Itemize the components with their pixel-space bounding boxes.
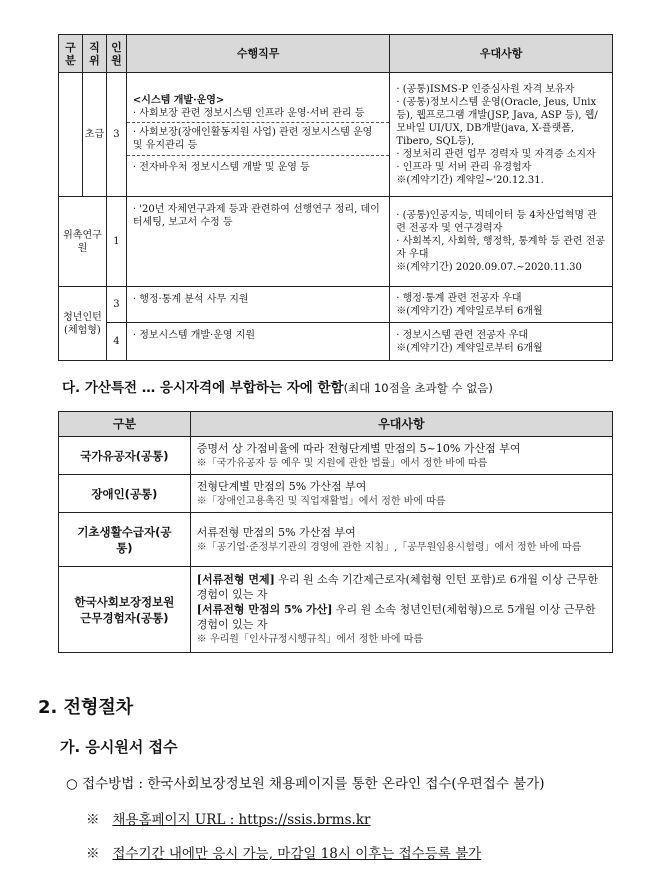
duty-title: <시스템 개발·운영> [132,94,225,106]
pref-line: · 행정·통계 관련 전공자 우대 [396,292,522,304]
duty-line: · 사회보장 관련 정보시스템 인프라 운영·서버 관리 등 [132,107,365,119]
pref-line: 우리 원 소속 청년인턴(체험형)으로 5개월 이상 근무한 경험이 있는 자 [196,603,596,631]
pref-line: 우리 원 소속 기간제근로자(체험형 인턴 포함)로 6개월 이상 근무한 경험이 있는 자 [196,573,599,601]
header-category: 구분 [59,412,191,437]
table-row [59,513,613,567]
pref-bold: [서류전형 만점의 5% 가산] [196,603,333,616]
pref-note: ※「장애인고용촉진 및 직업재활법」에서 정한 바에 따름 [196,495,446,507]
pref-line: · 사회복지, 사회학, 행정학, 통계학 등 관련 전공자 우대 [396,236,606,260]
position-table-lower [58,196,613,361]
table-row [59,437,613,475]
recruit-url-link[interactable]: 채용홈페이지 URL : https://ssis.brms.kr [112,812,371,828]
pref-line: · 정보시스템 관련 전공자 우대 [396,329,529,341]
pref-line: ※(계약기간) 계약일로부터 6개월 [396,305,543,317]
header-pref: 우대사항 [390,35,613,73]
header-pref: 우대사항 [190,412,612,437]
table-row [59,475,613,513]
row-category: 위촉연구원 [59,197,107,287]
row-category: 장애인(공통) [59,475,191,513]
duty-line: · 사회보장(장애인활동지원 사업) 관련 정보시스템 운영 및 유지관리 등 [127,122,389,155]
pref-line: · (공통)ISMS-P 인증심사원 자격 보유자 [396,83,575,95]
table-row [59,323,613,361]
section-bonus-title: 다. 가산특전 … 응시자격에 부합하는 자에 한함(최대 10점을 초과할 수 없음) [62,380,493,396]
table-row [59,197,613,287]
duty-line: · 행정·통계 분석 사무 지원 [126,287,389,323]
table-row [59,287,613,323]
pref-line: 전형단계별 만점의 5% 가산점 부여 [196,479,367,493]
position-table [58,34,613,197]
header-gubun: 구분 [59,35,83,73]
apply-period-note: 접수기간 내에만 응시 가능, 마감일 18시 이후는 접수등록 불가 [112,846,482,862]
row-category: 국가유공자(공통) [59,437,191,475]
subsection-title: 가. 응시원서 접수 [60,738,178,756]
pref-line: ※(계약기간) 계약일로부터 6개월 [396,342,543,354]
pref-line: 증명서 상 가점비율에 따라 전형단계별 만점의 5~10% 가산점 부여 [196,441,521,455]
row-count: 3 [106,73,126,197]
pref-line: · (공통)정보시스템 운영(Oracle, Jeus, Unix 등), 웹프로그램 개발(JSP, Java, ASP 등), 웹/모바일 UI/UX, DB개발(java, X-플랫폼, Tibero, SQL등), [396,96,598,147]
table-row [59,567,613,653]
pref-line: ※(계약기간) 2020.09.07.~2020.11.30 [396,262,582,273]
duty-line: · 전자바우처 정보시스템 개발 및 운영 등 [127,155,389,179]
pref-line: · 정보처리 관련 업무 경력자 및 자격증 소지자 [396,148,596,160]
bonus-table [58,411,613,653]
note-mark: ※ [86,846,100,862]
row-category: 한국사회보장정보원 근무경험자(공통) [59,567,191,653]
row-count: 1 [106,197,126,287]
note-mark: ※ [86,812,100,828]
table-row [59,73,613,197]
row-category: 청년인턴(체험형) [59,287,107,361]
apply-method: ○ 접수방법 : 한국사회보장정보원 채용페이지를 통한 온라인 접수(우편접수 불가) [66,776,545,792]
header-duty: 수행직무 [126,35,389,73]
section-bonus-note: (최대 10점을 초과할 수 없음) [343,381,493,395]
pref-note: ※ 우리원「인사규정시행규칙」에서 정한 바에 따름 [196,634,424,645]
pref-line: · (공통)인공지능, 빅데이터 등 4차산업혁명 관련 전공자 및 연구경력자 [396,210,597,234]
row-category: 기초생활수급자(공통) [59,513,191,567]
pref-note: ※「공기업·준정부기관의 경영에 관한 지침」,「공무원임용시험령」에서 정한 바에 따름 [196,541,582,553]
row-count: 3 [106,287,126,323]
pref-line: · 인프라 및 서버 관리 유경험자 [396,161,532,173]
pref-note: ※「국가유공자 등 예우 및 지원에 관한 법률」에서 정한 바에 따름 [196,457,488,469]
header-inwon: 인원 [106,35,126,73]
duty-line: · 정보시스템 개발·운영 지원 [126,323,389,361]
row-count: 4 [106,323,126,361]
pref-bold: [서류전형 면제] [196,573,275,586]
pref-line: ※(계약기간) 계약일~'20.12.31. [396,174,544,186]
section-title: 2. 전형절차 [38,697,134,718]
duty-line: · '20년 자체연구과제 등과 관련하여 선행연구 정리, 데이터세팅, 보고서 수정 등 [126,197,389,287]
header-jikwi: 직위 [82,35,106,73]
row-category: 초급 [82,73,106,197]
pref-line: 서류전형 만점의 5% 가산점 부여 [196,525,356,539]
